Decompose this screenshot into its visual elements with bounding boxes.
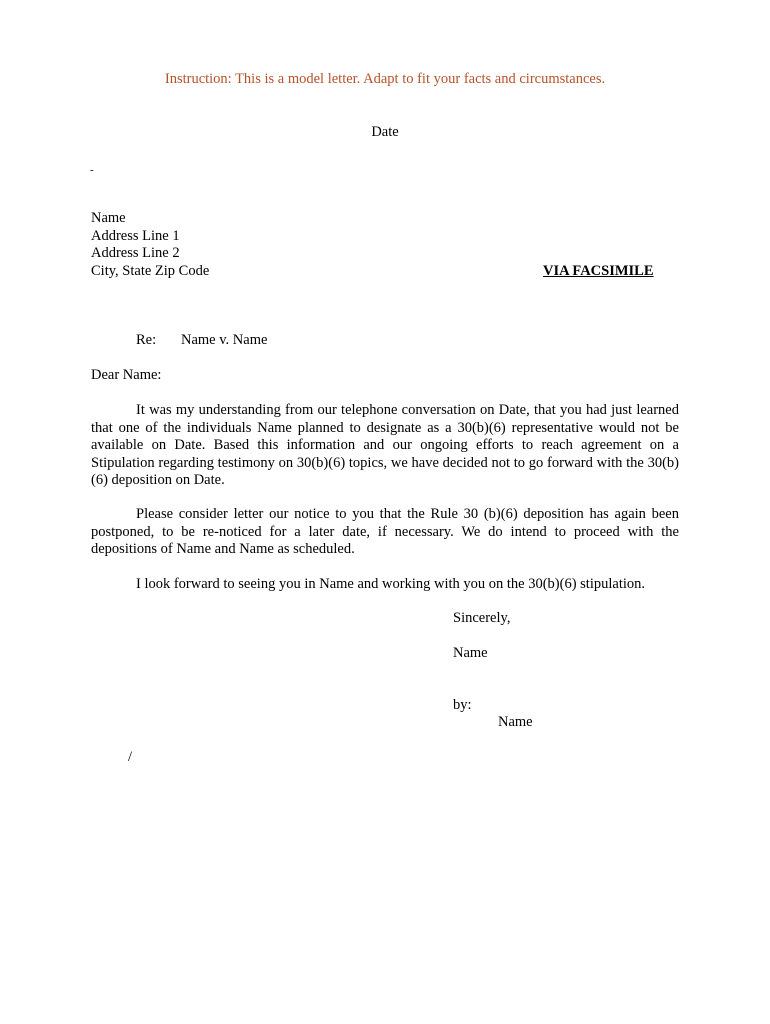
delivery-method: VIA FACSIMILE [543, 263, 654, 279]
body-paragraph-1: It was my understanding from our telephone conversation on Date, that you had just learned that one of the individuals Name planned to designate as a 30(b)(6) representative would not be available on Date. Based this information and our ongoing efforts to reach agreement on a Stipulation regarding testimony on 30(b)(6) topics, we have decided not to go forward with the 30(b)(6) deposition on Date. [91, 402, 679, 488]
recipient-name: Name [91, 210, 126, 226]
body-paragraph-3: I look forward to seeing you in Name and working with you on the 30(b)(6) stipulation. [136, 576, 646, 592]
footer-mark: / [128, 749, 133, 765]
signer-name: Name [498, 714, 533, 730]
address-line-2: Address Line 2 [91, 245, 180, 261]
closing: Sincerely, [453, 610, 511, 626]
re-subject: Name v. Name [181, 332, 268, 348]
body-paragraph-2: Please consider letter our notice to you that the Rule 30 (b)(6) deposition has again been postponed, to be re-noticed for a later date, if necessary. We do intend to proceed with the depositions of Name and Name as scheduled. [91, 506, 679, 557]
letter-date: Date [371, 124, 399, 140]
by-label: by: [453, 697, 472, 713]
dash-mark: - [90, 164, 94, 176]
salutation: Dear Name: [91, 367, 162, 383]
re-label: Re: [136, 332, 157, 348]
city-state-zip: City, State Zip Code [91, 262, 210, 279]
firm-name: Name [453, 645, 488, 661]
address-line-1: Address Line 1 [91, 227, 180, 244]
instruction-note: Instruction: This is a model letter. Adapt to fit your facts and circumstances. [164, 71, 606, 87]
recipient-address-block [91, 210, 209, 280]
